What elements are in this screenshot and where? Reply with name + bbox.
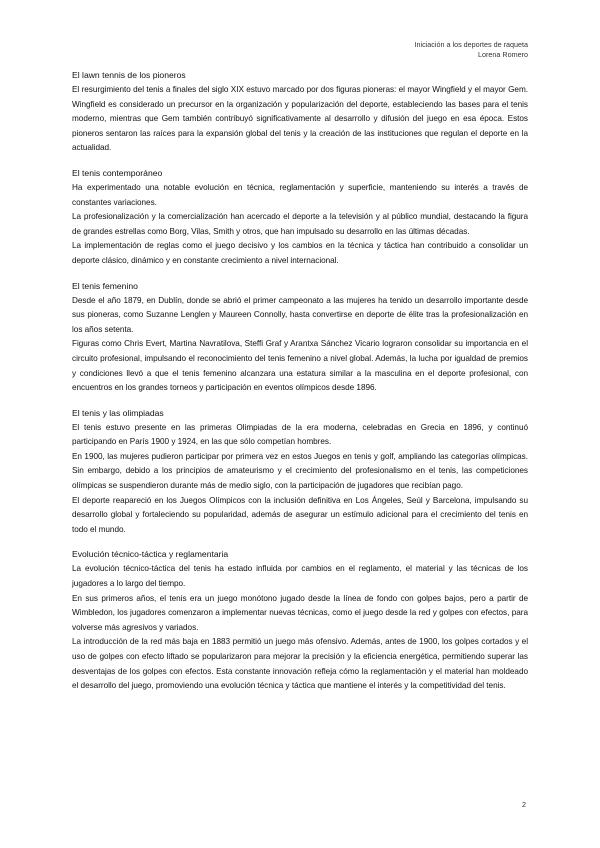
document-body	[72, 70, 528, 706]
section-title: El tenis contemporáneo	[72, 167, 163, 178]
paragraph: La profesionalización y la comercialización han acercado el deporte a la televisión y al público mundial, destacando la figura de grandes estrellas como Borg, Vilas, Smith y otros, que han impulsado su desarrollo en las últimas décadas.	[72, 212, 528, 236]
section-tenis-femenino	[72, 281, 528, 396]
header-course-title: Iniciación a los deportes de raqueta	[414, 40, 528, 49]
paragraph: El resurgimiento del tenis a finales del siglo XIX estuvo marcado por dos figuras pioneras: el mayor Wingfield y el mayor Gem. Wingfield es considerado un precursor en la organización y popularización del deporte, estableciendo las bases para el tenis moderno, mientras que Gem también contribuyó significativamente al desarrollo y difusión del juego en esa época. Estos pioneros sentaron las raíces para la expansión global del tenis y la creación de las instituciones que regulan el deporte en la actualidad.	[72, 85, 528, 153]
section-tenis-contemporaneo	[72, 168, 528, 269]
paragraph: En sus primeros años, el tenis era un juego monótono jugado desde la línea de fondo con golpes bajos, pero a partir de Wimbledon, los jugadores comenzaron a implementar nuevas técnicas, como el juego desde la red y golpes con efectos, para volverse más agresivos y variados.	[72, 593, 528, 632]
paragraph: La introducción de la red más baja en 1883 permitió un juego más ofensivo. Además, antes de 1900, los golpes cortados y el uso de golpes con efecto liftado se popularizaron para mejorar la precisión y la eficiencia energética, permitiendo superar las desventajas de los golpes con efectos. Esta constante innovación refleja cómo la reglamentación y el material han moldeado el desarrollo del juego, promoviendo una evolución técnica y táctica que mantiene el interés y la competitividad del tenis.	[72, 637, 528, 691]
section-title: El tenis y las olimpiadas	[72, 407, 164, 418]
section-lawn-tennis	[72, 70, 528, 156]
running-header	[415, 40, 528, 60]
section-title: Evolución técnico-táctica y reglamentaria	[72, 549, 229, 560]
page-number: 2	[522, 800, 526, 809]
paragraph: En 1900, las mujeres pudieron participar por primera vez en estos Juegos en tenis y golf, ampliando las categorías olímpicas. Sin embargo, debido a los principios de amateurismo y el crecimiento del profesionalismo en el tenis, las competiciones olímpicas se suspendieron durante más de medio siglo, con la participación de jugadores que recibían pago.	[72, 451, 528, 491]
paragraph: La implementación de reglas como el juego decisivo y los cambios en la técnica y táctica han contribuido a consolidar un deporte clásico, dinámico y en constante crecimiento a nivel internacional.	[72, 241, 528, 265]
section-tenis-olimpiadas	[72, 408, 528, 538]
paragraph: Desde el año 1879, en Dublín, donde se abrió el primer campeonato a las mujeres ha tenido un desarrollo importante desde sus pioneras, como Suzanne Lenglen y Maureen Connolly, hasta convertirse en deporte de élite tras la profesionalización en los años setenta.	[72, 295, 528, 334]
paragraph: La evolución técnico-táctica del tenis ha estado influida por cambios en el reglamento, el material y las técnicas de los jugadores a lo largo del tiempo.	[72, 564, 528, 589]
paragraph: El deporte reapareció en los Juegos Olímpicos con la inclusión definitiva en Los Ángeles, Seúl y Barcelona, impulsando su desarrollo global y fortaleciendo su popularidad, además de asegurar un estímulo adicional para el crecimiento del tenis en todo el mundo.	[72, 495, 528, 534]
paragraph: El tenis estuvo presente en las primeras Olimpiadas de la era moderna, celebradas en Grecia en 1896, y continuó participando en París 1900 y 1924, en las que sólo competían hombres.	[72, 422, 528, 447]
section-evolucion-tecnico-tactica	[72, 549, 528, 693]
paragraph: Ha experimentado una notable evolución en técnica, reglamentación y superficie, manteniendo su interés a través de constantes variaciones.	[72, 182, 528, 207]
section-title: El lawn tennis de los pioneros	[72, 70, 186, 80]
section-title: El tenis femenino	[72, 280, 138, 291]
paragraph: Figuras como Chris Evert, Martina Navratilova, Steffi Graf y Arantxa Sánchez Vicario lograron consolidar su importancia en el circuito profesional, impulsando el reconocimiento del tenis femenino a nivel global. Además, la lucha por igualdad de premios y condiciones llevó a que el tenis femenino alcanzara una estatura similar a la masculina en el deporte profesional, con encuentros en los grandes torneos y participación en eventos olímpicos desde 1896.	[72, 339, 528, 393]
header-author: Lorena Romero	[478, 50, 528, 59]
